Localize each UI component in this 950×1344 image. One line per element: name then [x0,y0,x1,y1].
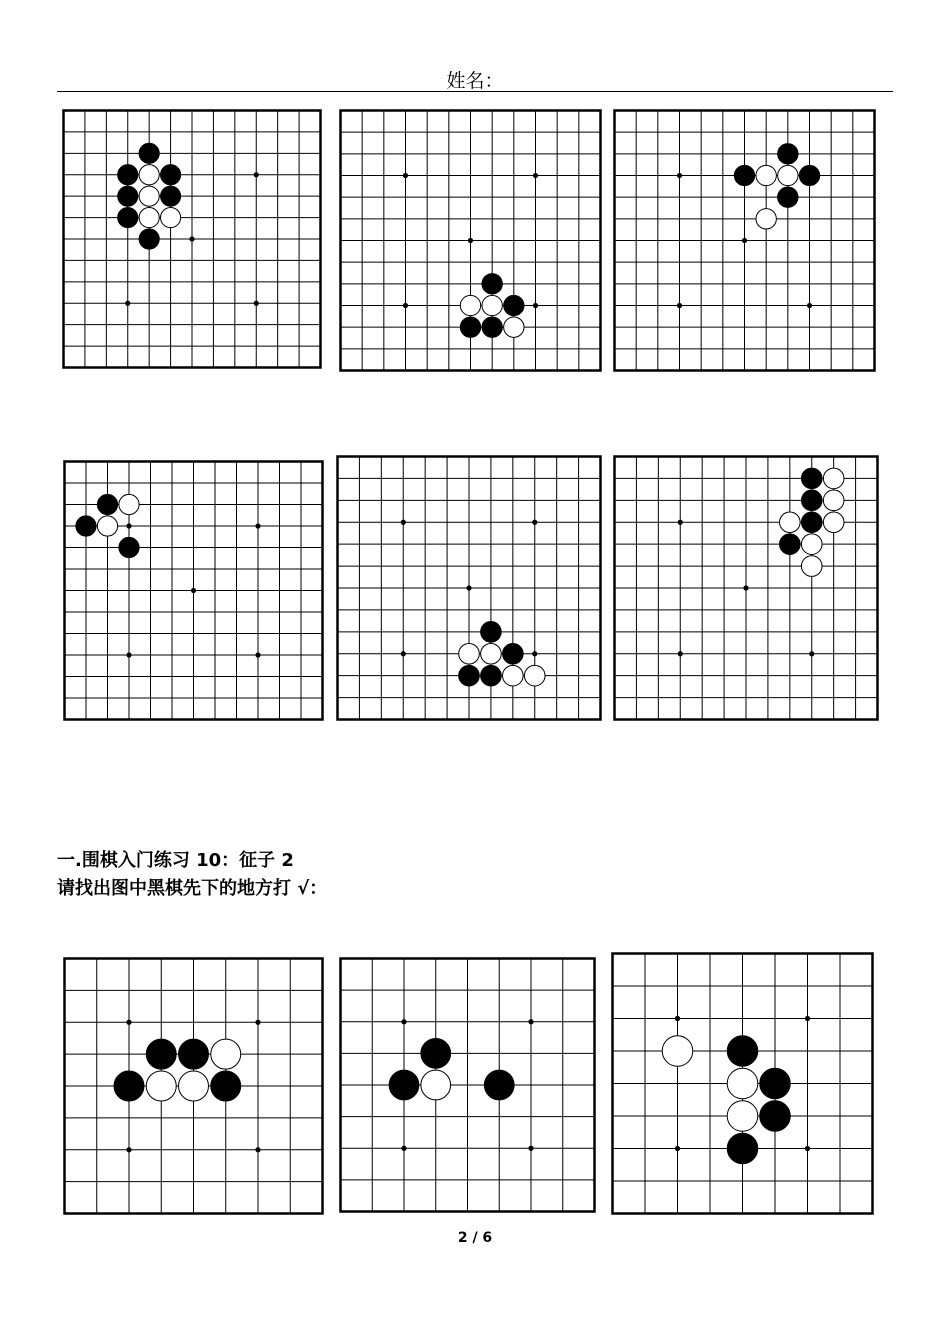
white-stone [460,295,480,315]
black-stone [482,317,502,337]
star-point [805,1016,810,1021]
white-stone [459,643,480,664]
black-stone [389,1070,419,1100]
go-board[interactable] [336,455,602,721]
white-stone [756,209,776,229]
black-stone [114,1071,144,1101]
black-stone [801,468,822,489]
go-board[interactable] [63,957,324,1215]
star-point [675,1146,680,1151]
white-stone [823,490,844,511]
star-point [254,301,259,306]
black-stone [139,143,159,163]
black-stone [481,665,502,686]
star-point [125,301,130,306]
black-stone [778,144,798,164]
go-board[interactable] [339,957,596,1213]
go-board[interactable] [613,109,876,372]
white-stone [801,534,822,555]
white-stone [211,1039,241,1069]
star-point [191,588,196,593]
black-stone [484,1070,514,1100]
white-stone [823,512,844,533]
white-stone [161,208,181,228]
star-point [189,236,194,241]
star-point [532,651,537,656]
white-stone [139,186,159,206]
black-stone [780,534,801,555]
white-stone [823,468,844,489]
go-board[interactable] [611,952,874,1215]
black-stone [76,516,96,536]
black-stone [97,494,117,514]
white-stone [481,643,502,664]
black-stone [460,317,480,337]
black-stone [211,1071,241,1101]
black-stone [504,295,524,315]
black-stone [161,186,181,206]
white-stone [139,165,159,185]
star-point [126,1147,131,1152]
section-instruction: 请找出图中黑棋先下的地方打 √： [57,878,328,899]
white-stone [756,165,776,185]
white-stone [179,1071,209,1101]
black-stone [139,229,159,249]
black-stone [179,1039,209,1069]
black-stone [118,208,138,228]
go-board[interactable] [339,109,602,372]
black-stone [727,1133,758,1164]
star-point [403,303,408,308]
star-point [742,238,747,243]
star-point [807,303,812,308]
white-stone [119,494,139,514]
star-point [126,652,131,657]
black-stone [801,512,822,533]
white-stone [482,295,502,315]
star-point [126,523,131,528]
black-stone [799,165,819,185]
black-stone [146,1039,176,1069]
black-stone [118,165,138,185]
white-stone [778,165,798,185]
star-point [401,1019,406,1024]
student-name-label: 姓名： [446,70,504,92]
black-stone [734,165,754,185]
star-point [255,1020,260,1025]
star-point [533,303,538,308]
go-board[interactable] [62,109,322,369]
star-point [401,520,406,525]
star-point [466,585,471,590]
star-point [678,651,683,656]
white-stone [421,1070,451,1100]
header-rule [57,91,893,92]
star-point [532,520,537,525]
star-point [254,172,259,177]
black-stone [760,1101,791,1132]
white-stone [97,516,117,536]
go-board[interactable] [63,460,324,721]
star-point [468,238,473,243]
star-point [677,303,682,308]
white-stone [662,1036,693,1067]
black-stone [727,1036,758,1067]
star-point [255,523,260,528]
white-stone [146,1071,176,1101]
black-stone [482,274,502,294]
star-point [678,520,683,525]
black-stone [503,643,524,664]
black-stone [778,187,798,207]
star-point [743,585,748,590]
black-stone [801,490,822,511]
star-point [533,173,538,178]
star-point [401,651,406,656]
white-stone [524,665,545,686]
star-point [677,173,682,178]
white-stone [801,556,822,577]
black-stone [760,1068,791,1099]
star-point [126,1020,131,1025]
star-point [805,1146,810,1151]
black-stone [119,537,139,557]
white-stone [727,1101,758,1132]
go-board[interactable] [613,455,879,721]
black-stone [459,665,480,686]
white-stone [504,317,524,337]
white-stone [139,208,159,228]
star-point [675,1016,680,1021]
star-point [255,1147,260,1152]
black-stone [161,165,181,185]
black-stone [118,186,138,206]
white-stone [780,512,801,533]
page-number: 2 / 6 [457,1230,493,1246]
white-stone [727,1068,758,1099]
star-point [809,651,814,656]
black-stone [481,622,502,643]
section-title: 一.围棋入门练习 10：征子 2 [57,850,294,871]
star-point [403,173,408,178]
star-point [401,1146,406,1151]
black-stone [421,1039,451,1069]
star-point [255,652,260,657]
white-stone [503,665,524,686]
star-point [528,1146,533,1151]
star-point [528,1019,533,1024]
